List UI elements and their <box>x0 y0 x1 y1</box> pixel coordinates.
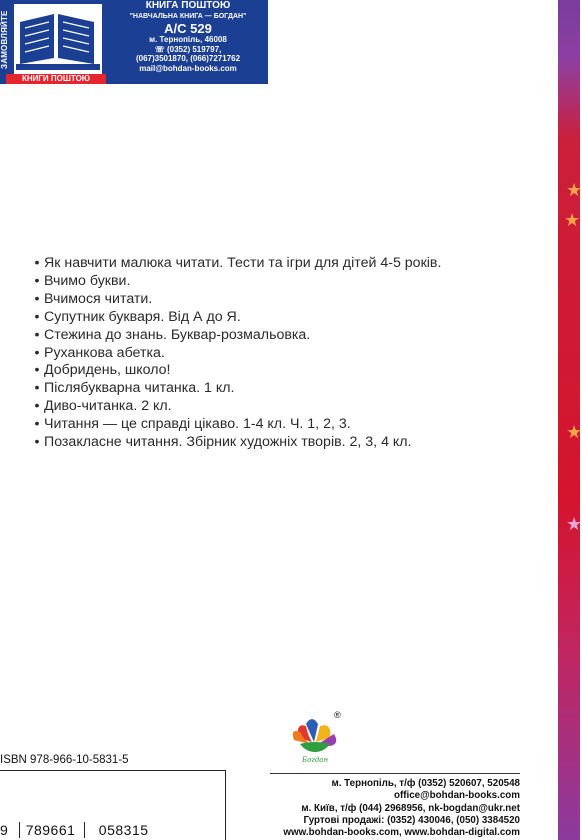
star-icon: ★ <box>566 514 582 535</box>
list-item <box>30 291 550 309</box>
list-item <box>30 327 550 345</box>
publisher-logo <box>290 716 340 764</box>
banner-subtitle: "НАВЧАЛЬНА КНИГА — БОГДАН" <box>129 12 247 20</box>
bullet-icon: • <box>34 398 40 415</box>
list-item <box>30 398 550 416</box>
book-title: Читання — це справді цікаво. 1-4 кл. Ч. 1, 2, 3. <box>44 416 351 433</box>
bullet-icon: • <box>34 326 40 343</box>
flower-logo-icon <box>290 716 340 764</box>
publisher-logo-text: Богдан <box>301 756 329 764</box>
banner-phone-1: ☏ (0352) 519797, <box>154 44 222 54</box>
bullet-icon: • <box>34 290 40 307</box>
book-title: Вчимо букви. <box>44 272 131 289</box>
barcode-group-1: 789661 <box>19 822 76 838</box>
list-item <box>30 345 550 363</box>
bullet-icon: • <box>34 255 40 271</box>
banner-title: КНИГА ПОШТОЮ <box>145 0 231 11</box>
list-item <box>30 416 550 434</box>
contact-office-email: office@bohdan-books.com <box>393 790 520 802</box>
book-title: Добридень, школо! <box>44 362 171 379</box>
contact-kyiv: м. Київ, т/ф (044) 2968956, nk-bogdan@ukr.net <box>301 802 520 814</box>
banner-phone-2: (067)3501870, (066)7271762 <box>135 54 241 64</box>
decorative-side-strip <box>558 0 580 840</box>
star-icon: ★ <box>566 422 582 443</box>
bullet-icon: • <box>34 362 40 379</box>
list-item <box>30 273 550 291</box>
list-item <box>30 255 550 273</box>
banner-po-box: А/С 529 <box>164 20 212 36</box>
registered-mark: ® <box>334 710 341 720</box>
order-by-mail-banner <box>0 0 268 84</box>
bullet-icon: • <box>34 416 40 433</box>
barcode-group-2: 058315 <box>84 822 149 838</box>
book-title: Супутник букваря. Від А до Я. <box>44 308 241 325</box>
star-icon: ★ <box>566 180 582 201</box>
contact-websites: www.bohdan-books.com, www.bohdan-digital.com <box>283 827 520 839</box>
bullet-icon: • <box>34 434 40 451</box>
book-title: Руханкова абетка. <box>44 344 165 361</box>
divider <box>270 773 520 774</box>
book-title: Позакласне читання. Збірник художніх творів. 2, 3, 4 кл. <box>44 434 412 451</box>
book-title: Післябукварна читанка. 1 кл. <box>44 380 235 397</box>
list-item <box>30 309 550 327</box>
book-title: Як навчити малюка читати. Тести та ігри для дітей 4-5 років. <box>44 255 442 271</box>
barcode-digit-first: 9 <box>0 822 9 838</box>
publisher-contacts <box>283 778 520 839</box>
isbn-text: ISBN 978-966-10-5831-5 <box>0 754 129 766</box>
book-title: Вчимося читати. <box>44 290 153 307</box>
list-item <box>30 362 550 380</box>
bullet-icon: • <box>34 308 40 325</box>
list-item <box>30 380 550 398</box>
book-list <box>30 255 550 452</box>
banner-city: м. Тернопіль, 46008 <box>149 35 227 45</box>
open-books-icon <box>14 4 102 74</box>
bullet-icon: • <box>34 272 40 289</box>
banner-side-text: ЗАМОВЛЯЙТЕ <box>0 10 9 70</box>
banner-info <box>108 0 268 73</box>
books-logo-icon <box>12 2 104 76</box>
contact-wholesale: Гуртові продажі: (0352) 430046, (050) 3384520 <box>303 814 520 826</box>
star-icon: ★ <box>564 210 581 231</box>
banner-logo-caption: КНИГИ ПОШТОЮ <box>6 74 106 84</box>
bullet-icon: • <box>34 344 40 361</box>
barcode-numbers <box>0 822 149 838</box>
list-item <box>30 434 550 452</box>
book-title: Диво-читанка. 2 кл. <box>44 398 172 415</box>
banner-email: mail@bohdan-books.com <box>139 63 237 73</box>
contact-ternopil: м. Тернопіль, т/ф (0352) 520607, 520548 <box>331 778 520 789</box>
bullet-icon: • <box>34 380 40 397</box>
book-title: Стежина до знань. Буквар-розмальовка. <box>44 326 311 343</box>
